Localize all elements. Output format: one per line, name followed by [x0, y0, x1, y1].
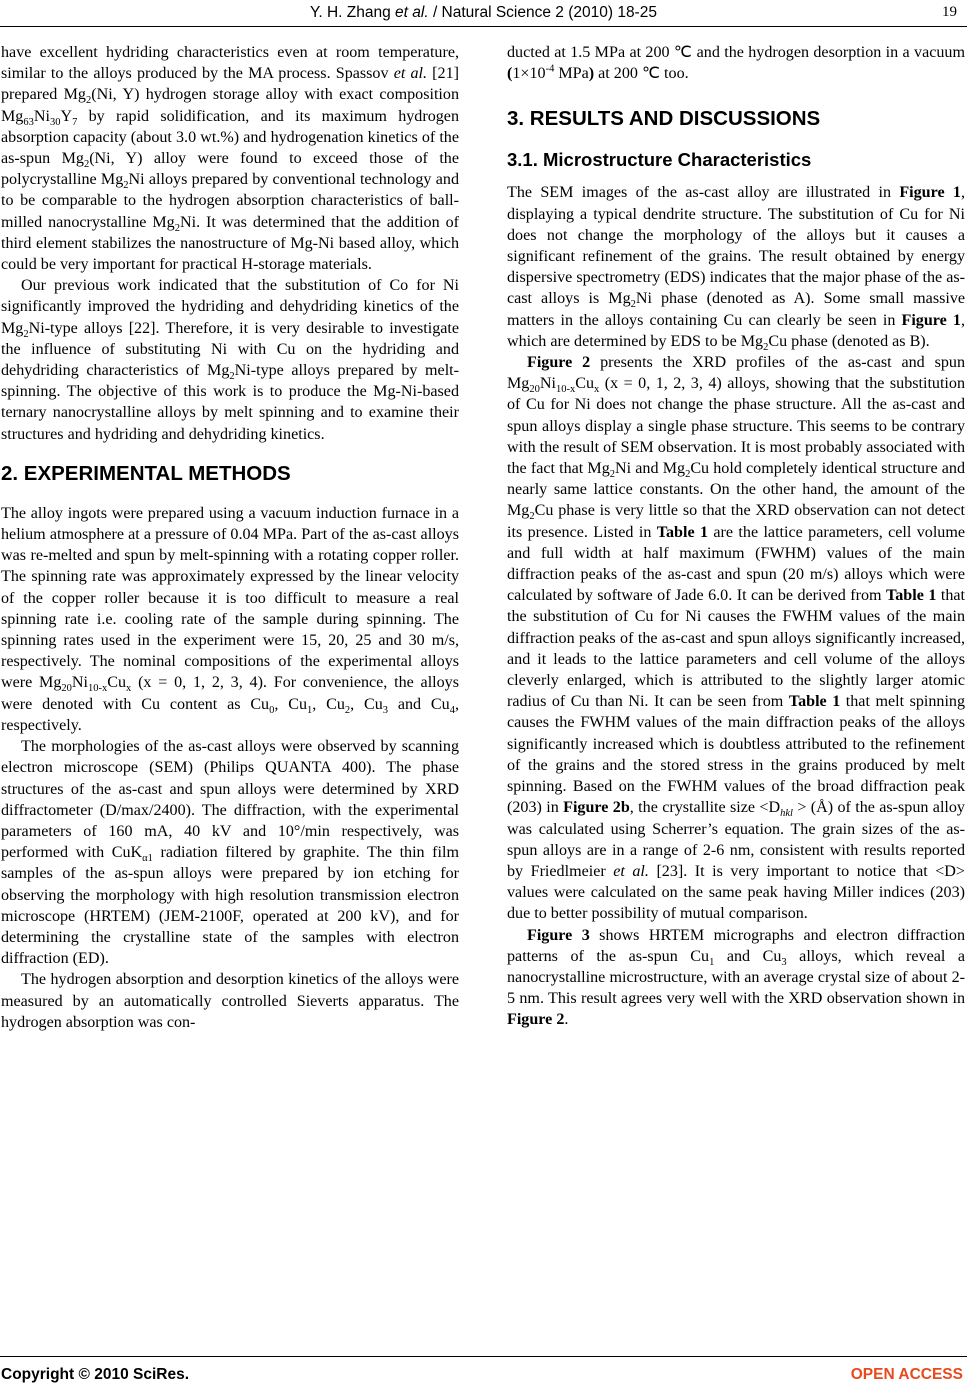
- section-heading-results: 3. RESULTS AND DISCUSSIONS: [507, 107, 821, 131]
- paragraph-alloy-preparation: The alloy ingots were prepared using a vacuum induction furnace in a helium atmosphere at a pressure of 0.04 MPa. Part of the as-cast alloys was re-melted and spun by melt-spinning with a rotating copper roller. The spinning rate was approximately expressed by the linear velocity of the copper roller because it is too difficult to measure a real spinning rate i.e. cooling rate of the sample during spinning. The spinning rates used in the experiment were 15, 20, 25 and 30 m/s, respectively. The nominal compositions of the experimental alloys were $Mg_{20}Ni_{10-x}Cu_x$ (x = 0, 1, 2, 3, 4). For convenience, the alloys were denoted with Cu content as $Cu_0$, $Cu_1$, $Cu_2$, $Cu_3$ and $Cu_4$, respectively.: [1, 504, 459, 734]
- left-column: [1, 42, 459, 1033]
- paragraph-hydrogen-measurement: The hydrogen absorption and desorption kinetics of the alloys were measured by an automatically controlled Sieverts apparatus. The hydrogen absorption was con-: [1, 971, 459, 1031]
- paragraph-hrtem: Figure 3 shows HRTEM micrographs and electron diffraction patterns of the as-spun $Cu_1$ and $Cu_3$ alloys, which reveal a nanocrystalline microstructure, with an average crystal size of about 2-5 nm. This result agrees very well with the XRD observation shown in Figure 2.: [507, 926, 966, 1029]
- running-title-etal: et al.: [395, 4, 429, 21]
- paragraph-intro-continued: have excellent hydriding characteristics even at room temperature, similar to the alloys produced by the MA process. Spassov et al. [21] prepared $Mg_2(Ni$, Y) hydrogen storage alloy with exact composition $Mg_{63}Ni_{30}Y_7$ by rapid solidification, and its maximum hydrogen absorption capacity (about 3.0 wt.%) and hydrogenation kinetics of the as-spun $Mg_2(Ni$, Y) alloy were found to exceed those of the polycrystalline $Mg_2Ni$ alloys prepared by conventional technology and to be comparable to the hydrogen absorption characteristics of ball-milled nanocrystalline $Mg_2Ni$. It was determined that the addition of third element stabilizes the nanostructure of Mg-Ni based alloy, which could be very important for practical H-storage materials.: [1, 44, 459, 274]
- running-header: [0, 4, 967, 22]
- copyright-notice: Copyright © 2010 SciRes.: [1, 1366, 190, 1383]
- header-rule: [0, 26, 967, 27]
- page-number: 19: [942, 4, 957, 20]
- right-column: [507, 42, 965, 1031]
- paragraph-xrd: Figure 2 presents the XRD profiles of the as-cast and spun $Mg_{20}Ni_{10-x}Cu_x$ (x = 0, 1, 2, 3, 4) alloys, showing that the substitution of Cu for Ni does not change the phase structure. All the as-cast and spun alloys display a single phase structure. This seems to be contrary with the result of SEM observation. It is most probably associated with the fact that $Mg_2Ni$ and $Mg_2Cu$ hold completely identical structure and nearly same lattice constants. On the other hand, the amount of the $Mg_2Cu$ phase is very little so that the XRD observation can not detect its presence. Listed in Table 1 are the lattice parameters, cell volume and full width at half maximum (FWHM) values of the main diffraction peaks of the as-cast and spun (20 m/s) alloys which were calculated by software of Jade 6.0. It can be derived from Table 1 that the substitution of Cu for Ni causes the FWHM values of the main diffraction peaks of the as-cast and spun alloys significantly increased, and it leads to the lattice parameters and cell volume of the alloys cleverly enlarged, which is attributed to the slightly larger atomic radius of Cu than Ni. It can be seen from Table 1 that melt spinning causes the FWHM values of the main diffraction peaks of the alloys significantly increased which is doubtless attributed to the refinement of the grains and the stored stress in the grains produced by melt spinning. Based on the FWHM values of the broad diffraction peak (203) in Figure 2b, the crystallite size $<D_{hkl}$ > (Å) of the as-spun alloy was calculated using Scherrer’s equation. The grain sizes of the as-spun alloys are in a range of 2-6 nm, consistent with results reported by Friedlmeier et al. [23]. It is very important to notice that <D> values were calculated on the same peak having Miller indices (203) due to better possibility of mutual comparison.: [507, 354, 966, 923]
- running-title-journal: / Natural Science 2 (2010) 18-25: [428, 4, 657, 21]
- paragraph-sem: The SEM images of the as-cast alloy are illustrated in Figure 1, displaying a typical dendrite structure. The substitution of Cu for Ni does not change the morphology of the alloys but it causes a significant refinement of the grains. The result obtained by energy dispersive spectrometry (EDS) indicates that the major phase of the as-cast alloys is $Mg_2Ni$ phase (denoted as A). Some small massive matters in the alloys containing Cu can clearly be seen in Figure 1, which are determined by EDS to be $Mg_2Cu$ phase (denoted as B).: [507, 184, 966, 354]
- open-access-label: OPEN ACCESS: [850, 1366, 963, 1383]
- subsection-heading-microstructure: 3.1. Microstructure Characteristics: [507, 149, 812, 171]
- footer-rule: [0, 1356, 967, 1357]
- paragraph-measurement-continued: ducted at 1.5 MPa at 200 ℃ and the hydrogen desorption in a vacuum ($1\times 10^{-4}$ MPa) at 200 ℃ too.: [507, 44, 965, 83]
- section-heading-experimental: 2. EXPERIMENTAL METHODS: [1, 461, 291, 485]
- paragraph-characterization: The morphologies of the as-cast alloys were observed by scanning electron microscope (SEM) (Philips QUANTA 400). The phase structures of the as-cast and spun alloys were determined by XRD diffractometer (D/max/2400). The diffraction, with the experimental parameters of 160 mA, 40 kV and 10°/min respectively, was performed with CuK$_{\alpha 1}$ radiation filtered by graphite. The thin film samples of the as-spun alloys were prepared by ion etching for observing the morphology with high resolution transmission electron microscope (HRTEM) (JEM-2100F, operated at 200 kV), and for determining the crystalline state of the samples with electron diffraction (ED).: [1, 738, 459, 968]
- paragraph-previous-work: Our previous work indicated that the substitution of Co for Ni significantly improved the hydriding and dehydriding kinetics of the $Mg_2Ni$-type alloys [22]. Therefore, it is very desirable to investigate the influence of substituting Ni with Cu on the hydriding and dehydriding characteristics of $Mg_2Ni$-type alloys prepared by melt-spinning. The objective of this work is to produce the Mg-Ni-based ternary nanocrystalline alloys by melt spinning and to examine their structures and hydriding and dehydriding kinetics.: [1, 277, 459, 443]
- running-title-author: Y. H. Zhang: [310, 4, 396, 21]
